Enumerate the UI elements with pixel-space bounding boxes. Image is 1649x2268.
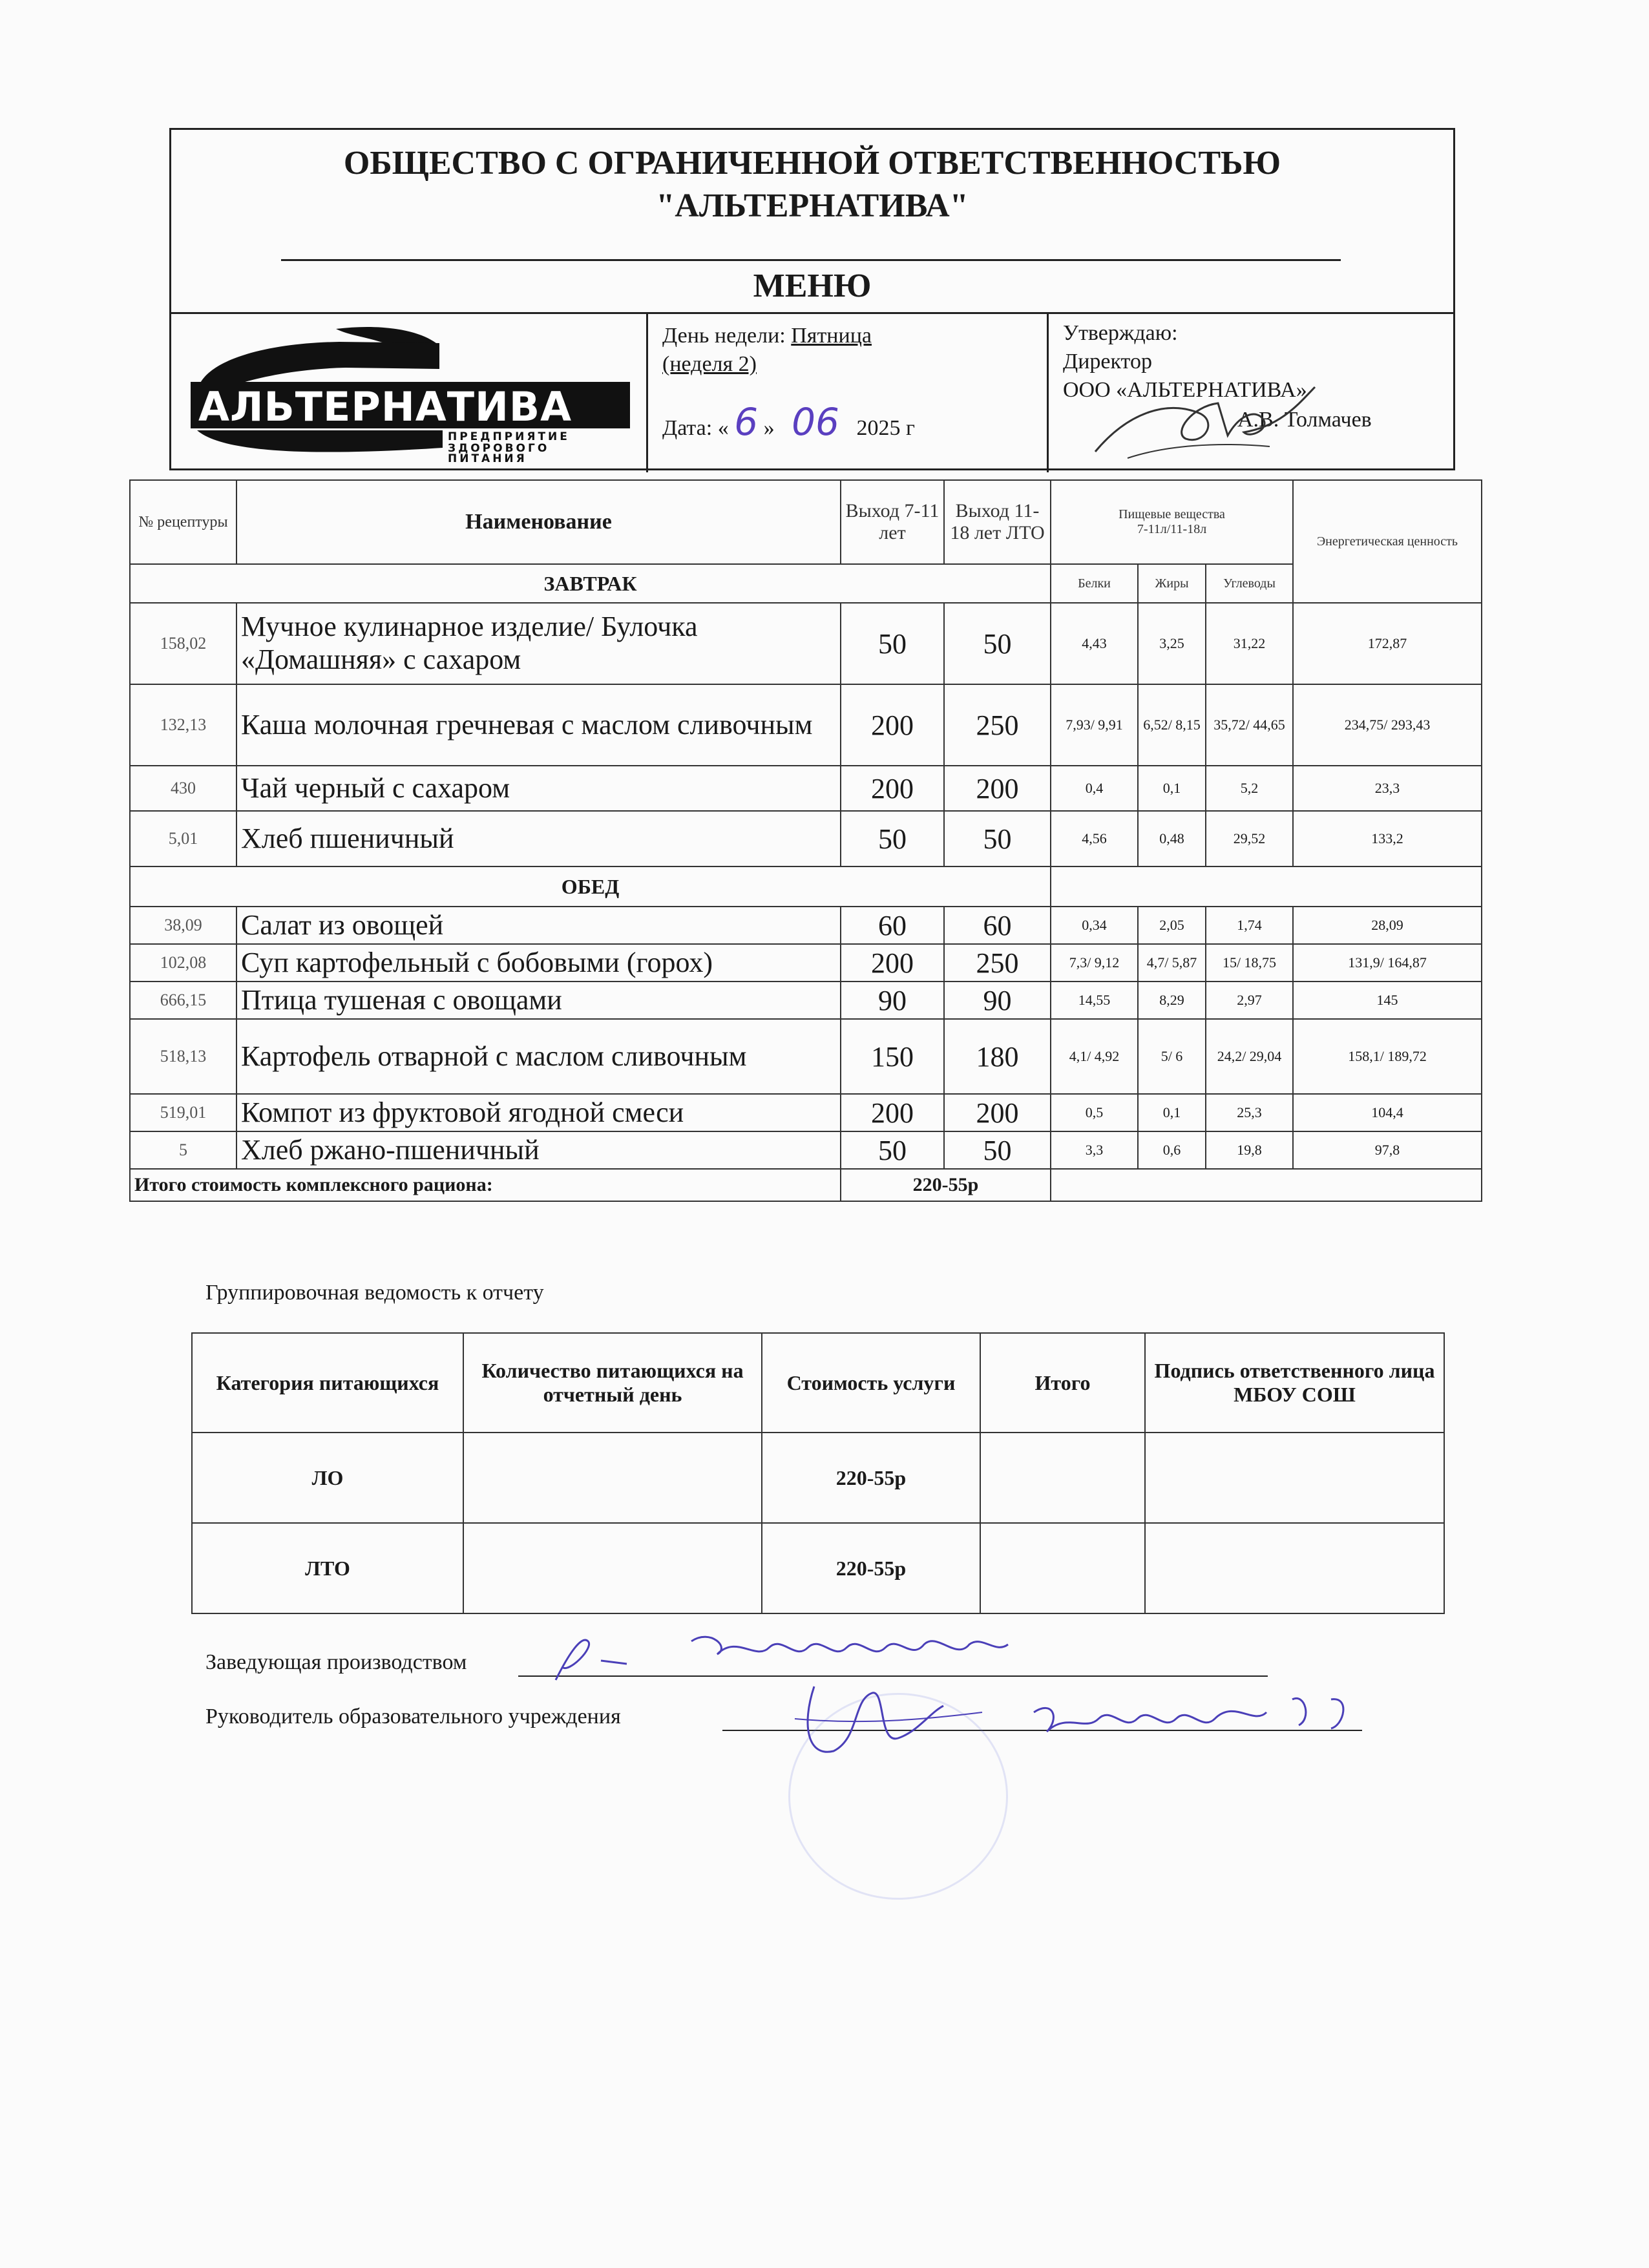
name-column-header: Наименование	[236, 480, 841, 564]
group-count	[463, 1433, 762, 1523]
group-count	[463, 1523, 762, 1613]
total-label: Итого стоимость комплексного рациона:	[130, 1169, 841, 1201]
protein-value: 0,4	[1051, 766, 1138, 811]
dish-name: Каша молочная гречневая с маслом сливочным	[236, 684, 841, 766]
group-category: ЛО	[192, 1433, 463, 1523]
output-7-11: 150	[841, 1019, 944, 1094]
organization-name-line2: "АЛЬТЕРНАТИВА"	[656, 187, 969, 224]
energy-value: 23,3	[1293, 766, 1482, 811]
svg-text:АЛЬТЕРНАТИВА: АЛЬТЕРНАТИВА	[198, 383, 572, 430]
fat-value: 4,7/ 5,87	[1138, 944, 1206, 982]
carbs-value: 1,74	[1206, 907, 1293, 944]
protein-value: 7,3/ 9,12	[1051, 944, 1138, 982]
week-number: (неделя 2)	[662, 352, 757, 376]
approval-label: Утверждаю:	[1063, 321, 1178, 345]
menu-header-row	[130, 480, 1482, 564]
output-11-18: 200	[944, 766, 1051, 811]
lunch-section-row	[130, 866, 1482, 907]
dish-name: Птица тушеная с овощами	[236, 982, 841, 1019]
protein-value: 14,55	[1051, 982, 1138, 1019]
fat-value: 0,1	[1138, 766, 1206, 811]
breakfast-items	[130, 603, 1482, 866]
nutrients-column-header	[1051, 480, 1293, 564]
fat-value: 2,05	[1138, 907, 1206, 944]
dish-name: Хлеб ржано-пшеничный	[236, 1131, 841, 1169]
director-signature	[1089, 374, 1321, 471]
menu-item-row	[130, 944, 1482, 982]
recipe-number: 5,01	[130, 811, 236, 866]
carbs-value: 2,97	[1206, 982, 1293, 1019]
header-column-divider	[646, 312, 648, 472]
output-11-18: 60	[944, 907, 1051, 944]
protein-value: 3,3	[1051, 1131, 1138, 1169]
menu-title: МЕНЮ	[753, 268, 872, 304]
recipe-number: 430	[130, 766, 236, 811]
lunch-section-blank	[1051, 866, 1482, 907]
menu-item-row	[130, 603, 1482, 684]
output-7-11: 60	[841, 907, 944, 944]
total-value: 220-55р	[841, 1169, 1051, 1201]
document-header	[169, 128, 1455, 470]
company-name: ООО «АЛЬТЕРНАТИВА»	[1063, 378, 1307, 402]
svg-text:ПИТАНИЯ: ПИТАНИЯ	[448, 452, 527, 463]
dish-name: Хлеб пшеничный	[236, 811, 841, 866]
output-11-18: 50	[944, 811, 1051, 866]
menu-item-row	[130, 1019, 1482, 1094]
fat-column-header: Жиры	[1138, 564, 1206, 603]
date-label: Дата: «	[662, 416, 729, 440]
menu-item-row	[130, 1131, 1482, 1169]
lunch-items	[130, 907, 1482, 1169]
svg-text:ЗДОРОВОГО: ЗДОРОВОГО	[448, 442, 550, 455]
weekday-field	[662, 324, 872, 348]
energy-value: 131,9/ 164,87	[1293, 944, 1482, 982]
output-7-11: 50	[841, 1131, 944, 1169]
fat-value: 5/ 6	[1138, 1019, 1206, 1094]
menu-item-row	[130, 907, 1482, 944]
header-divider	[281, 259, 1341, 261]
fat-value: 3,25	[1138, 603, 1206, 684]
menu-item-row	[130, 766, 1482, 811]
breakfast-section-row	[130, 564, 1482, 603]
weekday-value: Пятница	[791, 324, 872, 348]
institution-head-label: Руководитель образовательного учреждения	[205, 1705, 621, 1728]
group-category: ЛТО	[192, 1523, 463, 1613]
energy-value: 234,75/ 293,43	[1293, 684, 1482, 766]
protein-value: 4,43	[1051, 603, 1138, 684]
dish-name: Чай черный с сахаром	[236, 766, 841, 811]
energy-column-header: Энергетическая ценность	[1293, 480, 1482, 603]
energy-value: 145	[1293, 982, 1482, 1019]
output-7-11: 200	[841, 766, 944, 811]
nutrients-subtitle: 7-11л/11-18л	[1137, 522, 1207, 536]
output-11-18: 180	[944, 1019, 1051, 1094]
protein-value: 0,34	[1051, 907, 1138, 944]
cost-column-header: Стоимость услуги	[762, 1333, 980, 1433]
output-7-11: 200	[841, 944, 944, 982]
header-column-divider	[1047, 312, 1049, 472]
carbs-value: 31,22	[1206, 603, 1293, 684]
menu-table	[129, 479, 1482, 1202]
output-11-18: 50	[944, 603, 1051, 684]
group-cost: 220-55р	[762, 1433, 980, 1523]
output-11-18: 50	[944, 1131, 1051, 1169]
group-signature	[1145, 1433, 1444, 1523]
group-total	[980, 1433, 1145, 1523]
protein-value: 0,5	[1051, 1094, 1138, 1131]
production-head-label: Заведующая производством	[205, 1650, 467, 1674]
dish-name: Салат из овощей	[236, 907, 841, 944]
director-title: Директор	[1063, 350, 1152, 373]
carbs-value: 29,52	[1206, 811, 1293, 866]
dish-name: Картофель отварной с маслом сливочным	[236, 1019, 841, 1094]
energy-value: 97,8	[1293, 1131, 1482, 1169]
output-11-18: 250	[944, 944, 1051, 982]
date-year: 2025 г	[856, 416, 915, 440]
dish-name: Суп картофельный с бобовыми (горох)	[236, 944, 841, 982]
energy-value: 158,1/ 189,72	[1293, 1019, 1482, 1094]
category-column-header: Категория питающихся	[192, 1333, 463, 1433]
dish-name: Компот из фруктовой ягодной смеси	[236, 1094, 841, 1131]
group-row	[192, 1433, 1444, 1523]
group-statement-title: Группировочная ведомость к отчету	[205, 1281, 544, 1305]
fat-value: 8,29	[1138, 982, 1206, 1019]
menu-item-row	[130, 811, 1482, 866]
carbs-value: 5,2	[1206, 766, 1293, 811]
total-row	[130, 1169, 1482, 1201]
signature-column-header: Подпись ответственного лица МБОУ СОШ	[1145, 1333, 1444, 1433]
recipe-number: 666,15	[130, 982, 236, 1019]
output-7-11: 200	[841, 1094, 944, 1131]
date-field	[662, 400, 915, 444]
carbs-column-header: Углеводы	[1206, 564, 1293, 603]
recipe-number: 102,08	[130, 944, 236, 982]
energy-value: 104,4	[1293, 1094, 1482, 1131]
energy-value: 172,87	[1293, 603, 1482, 684]
protein-column-header: Белки	[1051, 564, 1138, 603]
recipe-column-header: № рецептуры	[130, 480, 236, 564]
menu-item-row	[130, 982, 1482, 1019]
alternativa-logo	[184, 324, 636, 463]
recipe-number: 5	[130, 1131, 236, 1169]
date-day: 6	[734, 400, 759, 444]
total-column-header: Итого	[980, 1333, 1145, 1433]
output-7-11: 50	[841, 811, 944, 866]
dish-name: Мучное кулинарное изделие/ Булочка «Домашняя» с сахаром	[236, 603, 841, 684]
menu-item-row	[130, 684, 1482, 766]
weekday-label: День недели:	[662, 324, 786, 348]
group-row	[192, 1523, 1444, 1613]
output-7-11-column-header: Выход 7-11 лет	[841, 480, 944, 564]
protein-value: 4,1/ 4,92	[1051, 1019, 1138, 1094]
energy-value: 133,2	[1293, 811, 1482, 866]
date-month: 06	[792, 400, 839, 444]
count-column-header: Количество питающихся на отчетный день	[463, 1333, 762, 1433]
organization-name-line1: ОБЩЕСТВО С ОГРАНИЧЕННОЙ ОТВЕТСТВЕННОСТЬЮ	[343, 145, 1281, 182]
nutrients-title: Пищевые вещества	[1119, 507, 1225, 521]
carbs-value: 24,2/ 29,04	[1206, 1019, 1293, 1094]
output-11-18: 90	[944, 982, 1051, 1019]
institution-head-signature	[788, 1674, 1383, 1770]
carbs-value: 25,3	[1206, 1094, 1293, 1131]
group-statement-table	[191, 1332, 1445, 1614]
output-11-18: 200	[944, 1094, 1051, 1131]
group-total	[980, 1523, 1145, 1613]
recipe-number: 518,13	[130, 1019, 236, 1094]
group-cost: 220-55р	[762, 1523, 980, 1613]
menu-item-row	[130, 1094, 1482, 1131]
protein-value: 7,93/ 9,91	[1051, 684, 1138, 766]
date-quote: »	[763, 416, 775, 440]
output-7-11: 90	[841, 982, 944, 1019]
fat-value: 0,6	[1138, 1131, 1206, 1169]
recipe-number: 132,13	[130, 684, 236, 766]
recipe-number: 158,02	[130, 603, 236, 684]
total-blank	[1051, 1169, 1482, 1201]
header-separator	[171, 312, 1453, 314]
breakfast-section-label: ЗАВТРАК	[130, 564, 1051, 603]
carbs-value: 35,72/ 44,65	[1206, 684, 1293, 766]
fat-value: 0,1	[1138, 1094, 1206, 1131]
recipe-number: 519,01	[130, 1094, 236, 1131]
output-11-18-column-header: Выход 11-18 лет ЛТО	[944, 480, 1051, 564]
director-name: А.В. Толмачев	[1237, 408, 1372, 432]
svg-text:ПРЕДПРИЯТИЕ: ПРЕДПРИЯТИЕ	[448, 430, 570, 443]
recipe-number: 38,09	[130, 907, 236, 944]
protein-value: 4,56	[1051, 811, 1138, 866]
output-7-11: 200	[841, 684, 944, 766]
carbs-value: 15/ 18,75	[1206, 944, 1293, 982]
output-11-18: 250	[944, 684, 1051, 766]
fat-value: 0,48	[1138, 811, 1206, 866]
output-7-11: 50	[841, 603, 944, 684]
group-signature	[1145, 1523, 1444, 1613]
carbs-value: 19,8	[1206, 1131, 1293, 1169]
lunch-section-label: ОБЕД	[130, 866, 1051, 907]
energy-value: 28,09	[1293, 907, 1482, 944]
group-header-row	[192, 1333, 1444, 1433]
fat-value: 6,52/ 8,15	[1138, 684, 1206, 766]
